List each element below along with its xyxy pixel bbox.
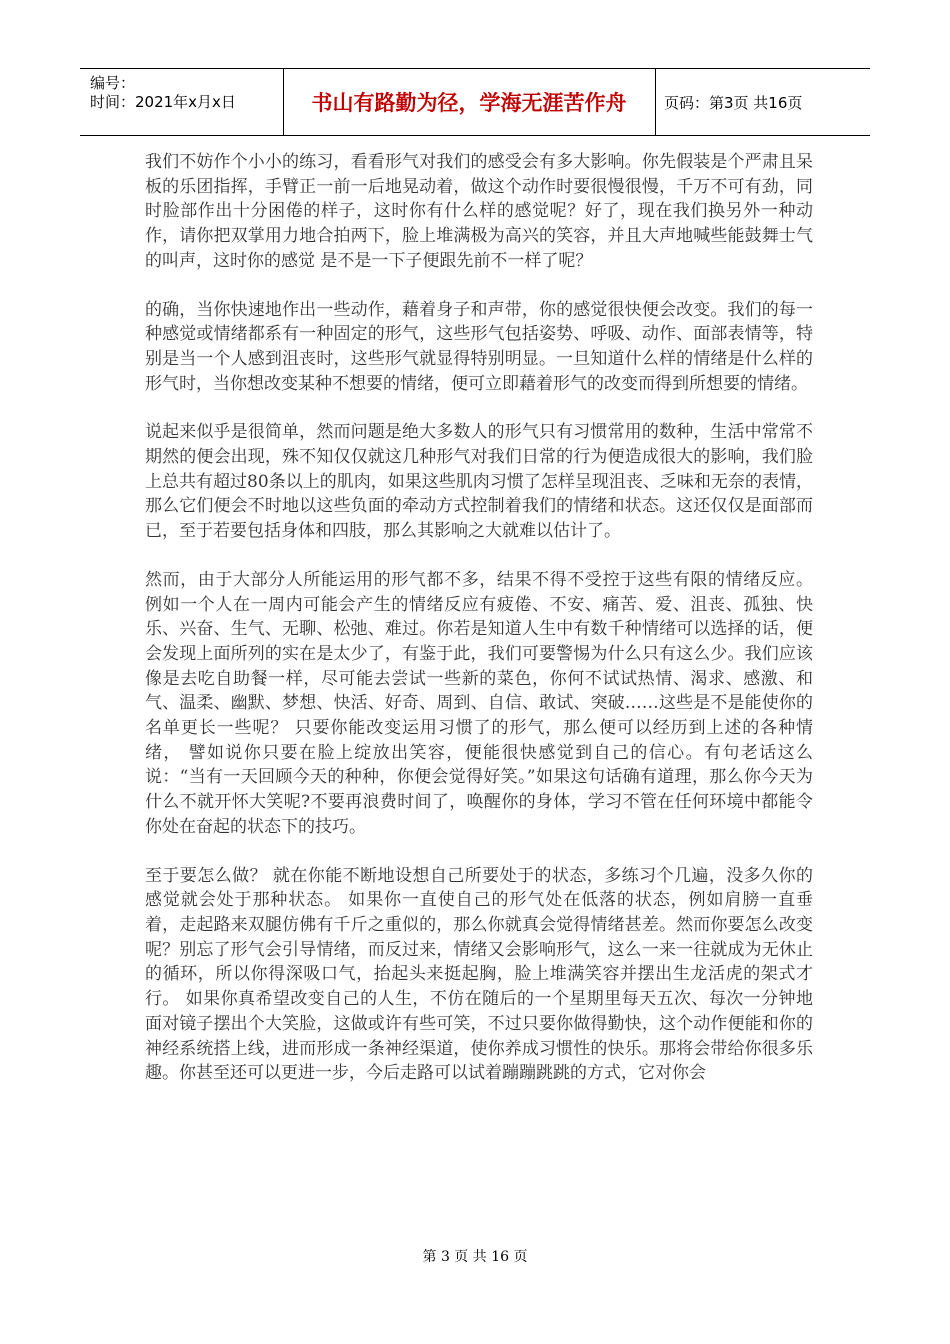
paragraph-4: 然而，由于大部分人所能运用的形气都不多，结果不得不受控于这些有限的情绪反应。 例如一个人在一周内可能会产生的情绪反应有疲倦、不安、痛苦、爱、沮丧、孤独、快乐、兴奋、生气、无聊、松弛、难过。你若是知道人生中有数千种情绪可以选择的话，便会发现上面所列的实在是太少了，有鉴于此，我们可要警惕为什么只有这么少。我们应该像是去吃自助餐一样，尽可能去尝试一些新的菜色，你何不试试热情、渴求、感激、和气、温柔、幽默、梦想、快活、好奇、周到、自信、敢试、突破……这些是不是能使你的名单更长一些呢？ 只要你能改变运用习惯了的形气，那么便可以经历到上述的各种情绪， 譬如说你只要在脸上绽放出笑容，便能很快感觉到自己的信心。有句老话这么说：“当有一天回顾今天的种种，你便会觉得好笑。”如果这句话确有道理，那么你今天为什么不就开怀大笑呢?不要再浪费时间了，唤醒你的身体，学习不管在任何环境中都能令你处在奋起的状态下的技巧。: [145, 569, 813, 837]
paragraph-2: 的确，当你快速地作出一些动作，藉着身子和声带，你的感觉很快便会改变。我们的每一种感觉或情绪都系有一种固定的形气，这些形气包括姿势、呼吸、动作、面部表情等，特别是当一个人感到沮丧时，这些形气就显得特别明显。一旦知道什么样的情绪是什么样的形气时，当你想改变某种不想要的情绪，便可立即藉着形气的改变而得到所想要的情绪。: [145, 299, 813, 394]
header-page-info: 页码：第3页 共16页: [664, 93, 803, 112]
document-number-label: 编号：: [90, 74, 136, 92]
paragraph-1: 我们不妨作个小小的练习，看看形气对我们的感受会有多大影响。你先假装是个严肃且呆板的乐团指挥，手臂正一前一后地晃动着，做这个动作时要很慢很慢，千万不可有劲，同时脸部作出十分困倦的样子，这时你有什么样的感觉呢？好了，现在我们换另外一种动作，请你把双掌用力地合拍两下，脸上堆满极为高兴的笑容，并且大声地喊些能鼓舞士气的叫声，这时你的感觉 是不是一下子便跟先前不一样了呢？: [145, 152, 813, 271]
page-footer: 第 3 页 共 16 页: [422, 1249, 528, 1265]
page-header: [80, 68, 870, 136]
paragraph-3: 说起来似乎是很简单，然而问题是绝大多数人的形气只有习惯常用的数种，生活中常常不期然的便会出现，殊不知仅仅就这几种形气对我们日常的行为便造成很大的影响，我们脸上总共有超过80条以上的肌肉，如果这些肌肉习惯了怎样呈现沮丧、乏味和无奈的表情，那么它们便会不时地以这些负面的牵动方式控制着我们的情绪和状态。这还仅仅是面部而已，至于若要包括身体和四肢，那么其影响之大就难以估计了。: [145, 422, 813, 542]
header-motto: 书山有路勤为径，学海无涯苦作舟: [283, 69, 656, 135]
header-meta: [80, 69, 284, 135]
document-date: 时间：2021年x月x日: [90, 93, 236, 111]
paragraph-5: 至于要怎么做？ 就在你能不断地设想自己所要处于的状态，多练习个几遍，没多久你的感觉就会处于那种状态。 如果你一直使自己的形气处在低落的状态，例如肩膀一直垂着，走起路来双腿仿佛有千斤之重似的，那么你就真会觉得情绪甚差。然而你要怎么改变呢？别忘了形气会引导情绪，而反过来，情绪又会影响形气，这么一来一往就成为无休止的循环，所以你得深吸口气，抬起头来挺起胸，脸上堆满笑容并摆出生龙活虎的架式才行。 如果你真希望改变自己的人生，不仿在随后的一个星期里每天五次、每次一分钟地面对镜子摆出个大笑脸，这做或许有些可笑，不过只要你做得勤快，这个动作便能和你的神经系统搭上线，进而形成一条神经渠道，使你养成习惯性的快乐。那将会带给你很多乐趣。你甚至还可以更进一步，今后走路可以试着蹦蹦跳跳的方式，它对你会: [145, 865, 813, 1084]
document-body: [145, 150, 813, 1110]
